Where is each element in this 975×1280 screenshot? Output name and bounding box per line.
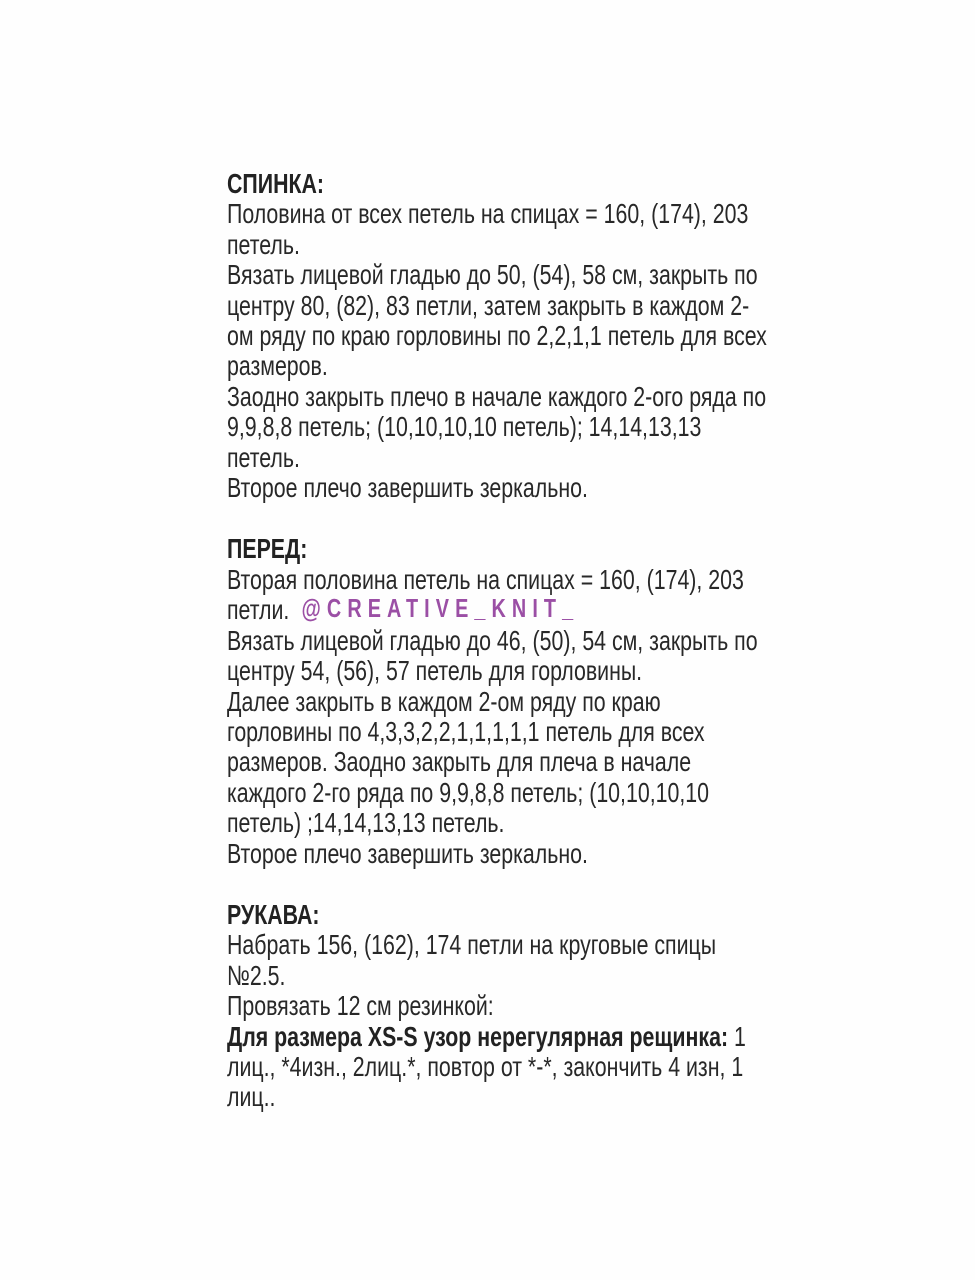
sleeves-paragraph-rib: Провязать 12 см резинкой:	[227, 990, 494, 1022]
front-paragraph-shoulder: Далее закрыть в каждом 2-ом ряду по краю горловины по 4,3,3,2,2,1,1,1,1,1 петель для всех размеров. Заодно закрыть для плеча в начале каждого 2-го ряда по 9,9,8,8 петель; (10,10,10,10 петель) ;14,14,13,13 петель.	[227, 685, 710, 839]
section-heading-back: СПИНКА:	[227, 168, 325, 199]
sleeves-pattern-lead: Для размера XS-S узор нерегулярная рещинка:	[227, 1020, 729, 1052]
front-paragraph-mirror: Второе плечо завершить зеркально.	[227, 837, 588, 869]
watermark: @CREATIVE_KNIT_	[301, 593, 580, 624]
section-sleeves	[227, 900, 768, 1113]
sleeves-paragraph-pattern	[227, 1022, 768, 1113]
section-back	[227, 169, 768, 503]
sleeves-pattern-rest: 1 лиц., *4изн., 2лиц.*, повтор от *-*, закончить 4 изн, 1 лиц..	[227, 1020, 746, 1113]
back-paragraph-neckline: Вязать лицевой гладью до 50, (54), 58 см, закрыть по центру 80, (82), 83 петли, затем закрыть в каждом 2-ом ряду по краю горловины по 2,2,1,1 петель для всех размеров.	[227, 259, 767, 382]
section-heading-front: ПЕРЕД:	[227, 533, 308, 565]
back-paragraph-stitch-count: Половина от всех петель на спицах = 160, (174), 203 петель.	[227, 198, 749, 260]
section-heading-sleeves: РУКАВА:	[227, 898, 320, 930]
front-paragraph-stitch-count	[227, 565, 768, 626]
front-paragraph-neckline: Вязать лицевой гладью до 46, (50), 54 см, закрыть по центру 54, (56), 57 петель для горловины.	[227, 624, 758, 687]
back-paragraph-mirror: Второе плечо завершить зеркально.	[227, 472, 588, 504]
sleeves-paragraph-cast-on: Набрать 156, (162), 174 петли на круговые спицы №2.5.	[227, 929, 717, 991]
section-front	[227, 534, 768, 868]
back-paragraph-shoulder: Заодно закрыть плечо в начале каждого 2-ого ряда по 9,9,8,8 петель; (10,10,10,10 петель); 14,14,13,13 петель.	[227, 380, 767, 473]
front-stitch-count-text: Вторая половина петель на спицах = 160, (174), 203 петли.	[227, 563, 744, 626]
pattern-text-column	[227, 169, 768, 1113]
